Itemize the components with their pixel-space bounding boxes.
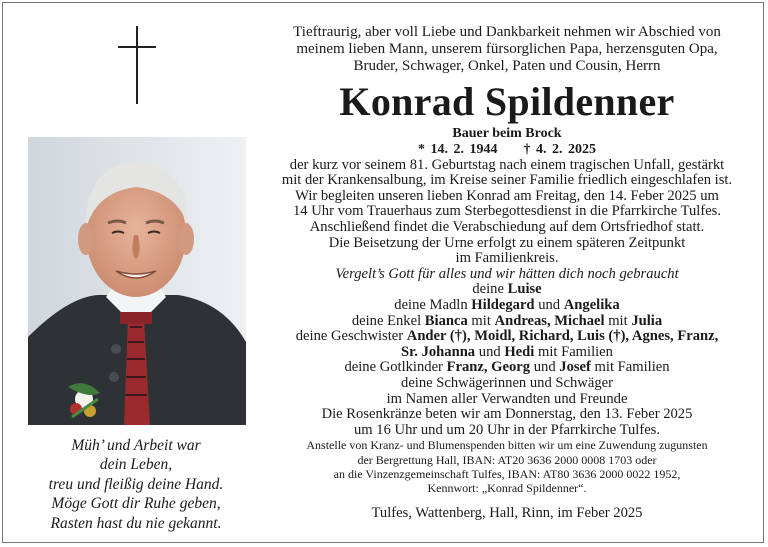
portrait-photo — [28, 137, 246, 425]
funeral-text-line: 14 Uhr vom Trauerhaus zum Sterbegottesdienst in die Pfarrkirche Tulfes. — [292, 203, 722, 220]
thanks-line: Vergelt’s Gott für alles und wir hätten dich noch gebraucht — [335, 265, 679, 282]
mourner-siblings-cont: Sr. Johanna und Hedi mit Familien — [401, 343, 613, 360]
rosary-line: Die Rosenkränze beten wir am Donnerstag, den 13. Feber 2025 — [321, 406, 693, 423]
poem-line: treu und fleißig deine Hand. — [48, 475, 224, 493]
donation-line: an die Vinzenzgemeinschaft Tulfes, IBAN: AT80 3636 2000 0022 1952, — [333, 466, 681, 481]
donation-line: Kennwort: „Konrad Spildenner“. — [427, 480, 587, 495]
cross-icon — [118, 26, 156, 106]
poem-line: Rasten hast du nie gekannt. — [50, 514, 222, 532]
birth-date: * 14. 2. 1944 — [418, 141, 498, 157]
mourner-godchildren: deine Gotlkinder Franz, Georg und Josef mit Familien — [344, 359, 670, 376]
poem-line: dein Leben, — [99, 456, 173, 474]
poem — [20, 436, 252, 533]
poem-line: Müh’ und Arbeit war — [71, 437, 201, 454]
farm-name: Bauer beim Brock — [452, 125, 562, 141]
intro-line: meinem lieben Mann, unserem fürsorglichen Papa, herzensguten Opa, — [296, 41, 718, 58]
donation-line: der Bergrettung Hall, IBAN: AT20 3636 2000 0008 1703 oder — [357, 452, 657, 467]
poem-line: Möge Gott dir Ruhe geben, — [51, 495, 221, 513]
intro-line: Tieftraurig, aber voll Liebe und Dankbarkeit nehmen wir Abschied von — [293, 24, 721, 40]
death-date: † 4. 2. 2025 — [523, 141, 596, 157]
mourner-siblings: deine Geschwister Ander (†), Moidl, Richard, Luis (†), Agnes, Franz, — [295, 328, 719, 345]
obituary-text-column — [272, 24, 742, 521]
intro-line: Bruder, Schwager, Onkel, Paten und Cousin, Herrn — [353, 58, 661, 75]
funeral-text-line: Wir begleiten unseren lieben Konrad am Freitag, den 14. Feber 2025 um — [295, 187, 719, 204]
mourner-relatives: im Namen aller Verwandten und Freunde — [386, 390, 628, 407]
mourner-grandchildren: deine Enkel Bianca mit Andreas, Michael mit Julia — [351, 312, 663, 329]
deceased-name: Konrad Spildenner — [339, 78, 675, 124]
mourner-daughters: deine Madln Hildegard und Angelika — [394, 296, 620, 313]
donation-line: Anstelle von Kranz- und Blumenspenden bitten wir um eine Zuwendung zugunsten — [306, 438, 708, 453]
rosary-line: um 16 Uhr und um 20 Uhr in der Pfarrkirche Tulfes. — [353, 421, 661, 438]
death-text-line: der kurz vor seinem 81. Geburtstag nach einem tragischen Unfall, gestärkt — [289, 156, 725, 173]
life-dates — [272, 142, 742, 158]
death-text-line: mit der Krankensalbung, im Kreise seiner Familie friedlich eingeschlafen ist. — [281, 172, 733, 189]
mourner-inlaws: deine Schwägerinnen und Schwäger — [401, 374, 613, 391]
mourner-wife: deine Luise — [472, 281, 542, 298]
funeral-text-line: Anschließend findet die Verabschiedung auf dem Ortsfriedhof statt. — [309, 218, 705, 235]
funeral-text-line: im Familienkreis. — [455, 250, 559, 267]
place-date: Tulfes, Wattenberg, Hall, Rinn, im Feber 2025 — [371, 505, 643, 522]
funeral-text-line: Die Beisetzung der Urne erfolgt zu einem späteren Zeitpunkt — [328, 234, 686, 251]
